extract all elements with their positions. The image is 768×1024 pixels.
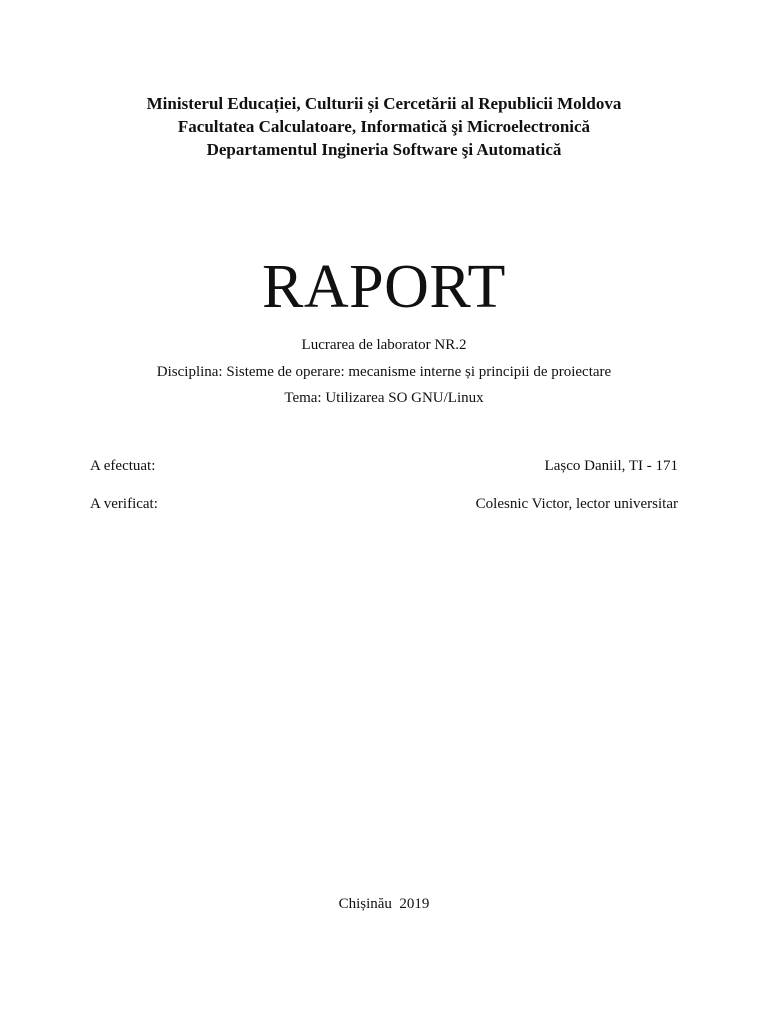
performed-by-name: Lașco Daniil, TI - 171: [544, 458, 678, 474]
discipline: Disciplina: Sisteme de operare: mecanisme interne și principii de proiectare: [156, 364, 612, 380]
theme: Tema: Utilizarea SO GNU/Linux: [284, 390, 484, 406]
place-and-year: Chișinău 2019: [338, 896, 430, 912]
faculty-name: Facultatea Calculatoare, Informatică şi Microelectronică: [177, 117, 591, 136]
verified-by-name: Colesnic Victor, lector universitar: [475, 496, 678, 512]
department-name: Departamentul Ingineria Software şi Automatică: [206, 140, 562, 159]
report-title: RAPORT: [262, 253, 506, 321]
performed-by-row: [90, 456, 678, 476]
verified-by-label: A verificat:: [90, 496, 158, 512]
verified-by-row: [90, 494, 678, 514]
performed-by-label: A efectuat:: [90, 458, 156, 474]
lab-number: Lucrarea de laborator NR.2: [301, 337, 467, 353]
ministry-name: Ministerul Educației, Culturii și Cercetării al Republicii Moldova: [146, 94, 622, 113]
